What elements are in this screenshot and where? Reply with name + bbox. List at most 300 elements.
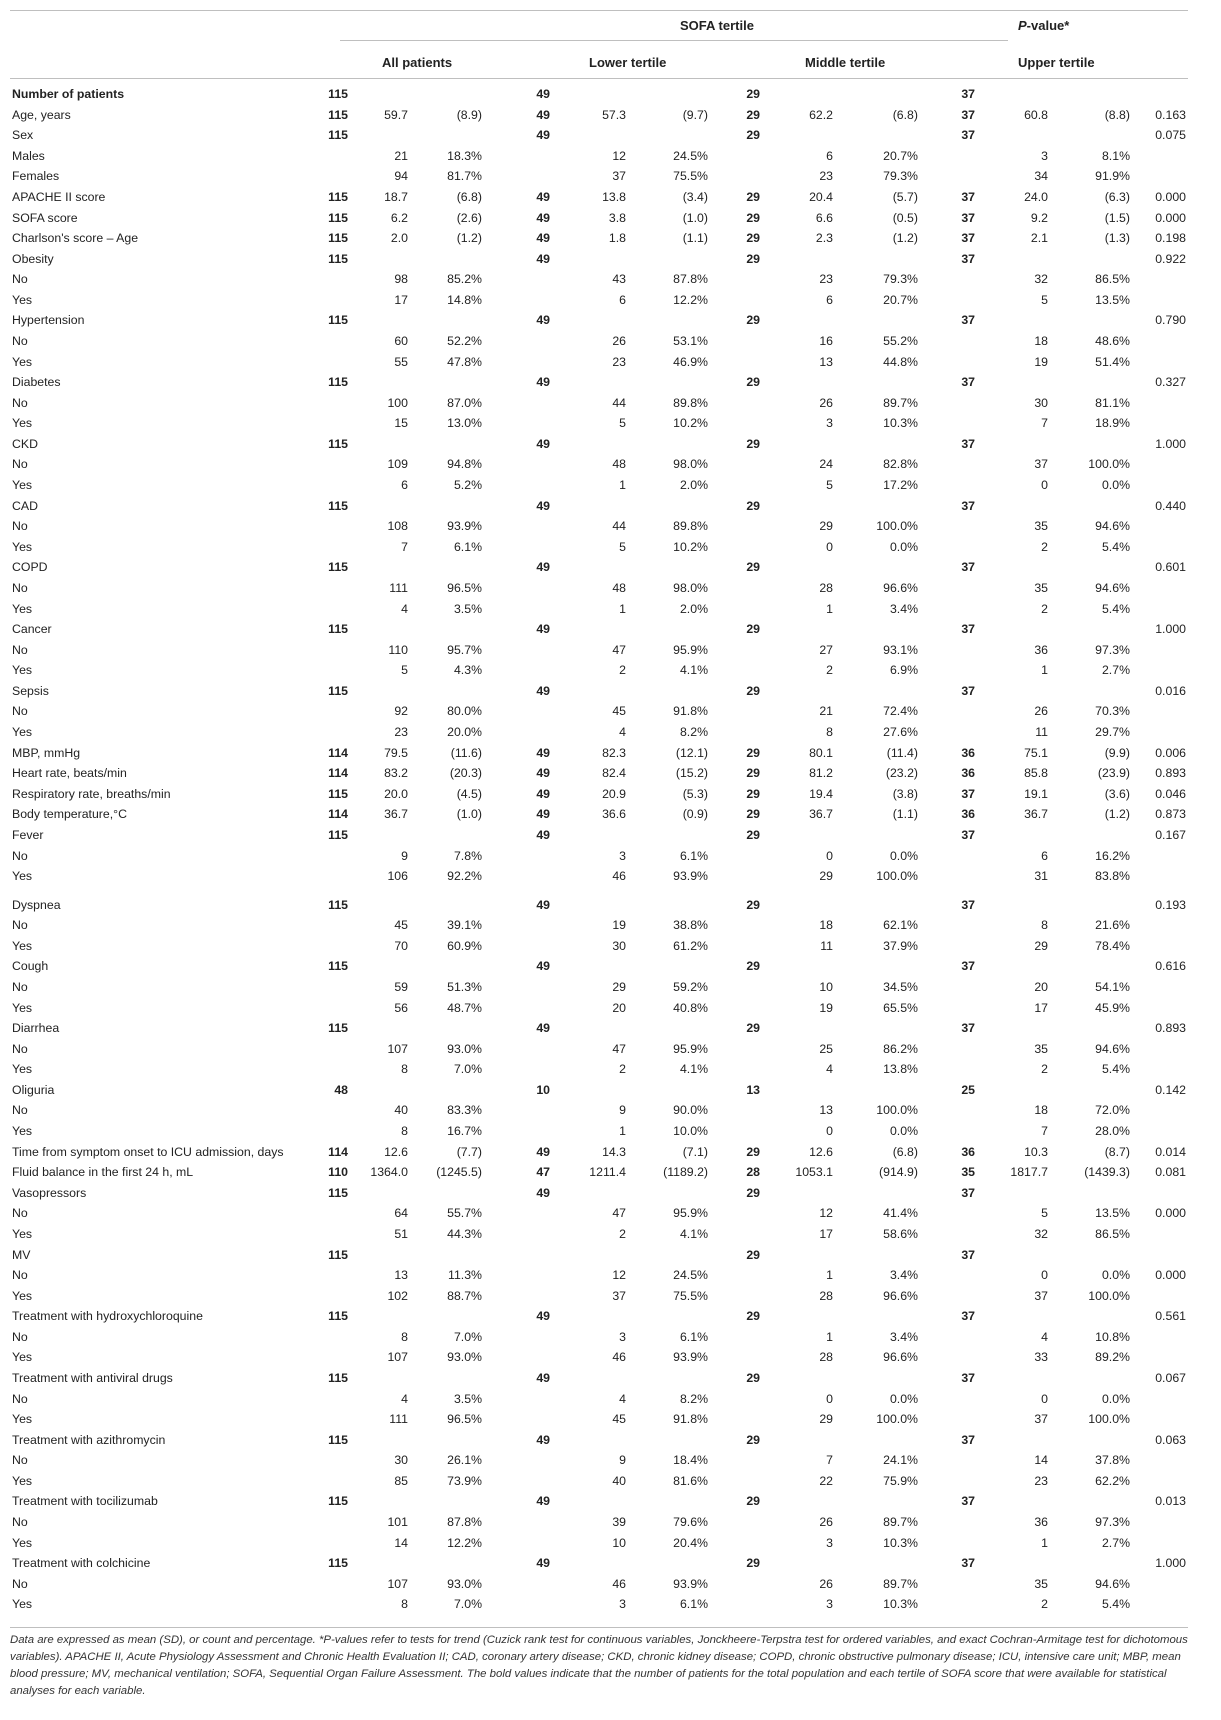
- table-cell: 37.9%: [883, 938, 918, 953]
- table-cell: 115: [328, 210, 348, 225]
- table-cell: 115: [328, 107, 348, 122]
- table-cell: 16.7%: [447, 1124, 482, 1138]
- table-cell: 111: [389, 580, 408, 595]
- table-cell: 0.893: [1155, 766, 1186, 781]
- table-cell: 79.3%: [883, 169, 918, 184]
- table-cell: 0: [1041, 1391, 1048, 1406]
- table-cell: 36: [961, 1144, 975, 1159]
- table-cell: 115: [328, 1185, 348, 1200]
- row-label: Age, years: [12, 107, 71, 122]
- table-cell: 5.4%: [1101, 601, 1130, 616]
- table-cell: 115: [328, 251, 348, 266]
- table-cell: 37: [961, 107, 975, 122]
- table-cell: (1439.3): [1084, 1165, 1130, 1180]
- table-cell: 6.2: [390, 210, 408, 225]
- table-cell: 3.5%: [453, 601, 482, 616]
- table-cell: 27: [819, 642, 833, 657]
- table-cell: 2: [619, 1062, 626, 1077]
- table-cell: 44: [612, 519, 626, 534]
- row-label: Yes: [12, 354, 33, 369]
- table-cell: 16.2%: [1095, 848, 1130, 863]
- table-cell: 29: [746, 313, 760, 328]
- table-cell: 6: [826, 148, 833, 163]
- table-cell: 33: [1034, 1350, 1048, 1365]
- table-cell: 35: [1034, 519, 1048, 534]
- table-cell: 37: [961, 897, 975, 912]
- table-cell: 1: [619, 601, 626, 616]
- table-cell: 82.8%: [883, 457, 918, 472]
- table-row: [0, 1039, 1221, 1060]
- table-cell: 94.6%: [1095, 1576, 1130, 1591]
- row-label: Yes: [12, 292, 33, 307]
- table-cell: 19: [1034, 354, 1048, 369]
- table-row: [0, 681, 1221, 702]
- table-cell: 49: [536, 231, 550, 246]
- table-cell: 53.1%: [673, 334, 708, 348]
- table-row: [0, 640, 1221, 661]
- table-cell: 0: [826, 848, 833, 863]
- table-cell: 108: [387, 519, 408, 534]
- table-cell: 100.0%: [876, 519, 918, 534]
- table-cell: (1.2): [892, 231, 918, 246]
- row-label: SOFA score: [12, 210, 78, 225]
- table-cell: 89.8%: [673, 519, 708, 534]
- table-cell: 31: [1034, 869, 1048, 883]
- table-cell: 47: [612, 1206, 626, 1221]
- table-cell: 46: [612, 1350, 626, 1365]
- table-cell: 3.4%: [889, 1268, 918, 1283]
- table-cell: 24: [819, 457, 833, 472]
- table-row: [0, 804, 1221, 825]
- table-cell: 7.8%: [453, 848, 482, 863]
- table-cell: 0.016: [1155, 683, 1186, 698]
- table-cell: 115: [328, 231, 348, 246]
- table-cell: 2: [1041, 601, 1048, 616]
- table-cell: 28: [819, 580, 833, 595]
- table-cell: 0.0%: [889, 848, 918, 863]
- table-cell: 49: [536, 210, 550, 225]
- table-row: [0, 187, 1221, 208]
- table-cell: 29: [746, 231, 760, 246]
- table-cell: 29: [746, 622, 760, 637]
- table-cell: 65.5%: [883, 1000, 918, 1015]
- table-cell: 20: [612, 1000, 626, 1015]
- table-row: [0, 1347, 1221, 1368]
- table-cell: 19: [819, 1000, 833, 1015]
- table-cell: 9: [619, 1453, 626, 1468]
- table-cell: 10: [819, 979, 833, 994]
- table-cell: 29: [1034, 938, 1048, 953]
- table-cell: 26: [1034, 704, 1048, 719]
- table-cell: 29: [819, 869, 833, 883]
- table-cell: 37: [961, 959, 975, 974]
- table-cell: 115: [328, 897, 348, 912]
- table-cell: (0.5): [892, 210, 918, 225]
- table-cell: 29: [746, 1144, 760, 1159]
- table-row: [0, 784, 1221, 805]
- row-label: No: [12, 1041, 28, 1056]
- table-cell: 6: [826, 292, 833, 307]
- table-cell: 2: [1041, 1597, 1048, 1612]
- row-label: No: [12, 1391, 28, 1406]
- table-cell: 0.067: [1155, 1371, 1186, 1385]
- table-cell: 3: [826, 1597, 833, 1612]
- table-cell: 0: [1041, 478, 1048, 492]
- table-cell: 49: [536, 107, 550, 122]
- table-cell: 10.2%: [673, 539, 708, 554]
- table-cell: 1.000: [1155, 436, 1186, 451]
- row-label: No: [12, 1103, 28, 1118]
- table-cell: 94: [394, 169, 408, 184]
- table-row: [0, 496, 1221, 517]
- table-row: [0, 1286, 1221, 1307]
- table-cell: (12.1): [675, 745, 708, 760]
- table-cell: 0.000: [1155, 189, 1186, 204]
- row-label: Cough: [12, 959, 49, 974]
- table-cell: 36.7: [384, 807, 408, 822]
- table-cell: 75.5%: [673, 1288, 708, 1303]
- row-label: MBP, mmHg: [12, 745, 81, 760]
- table-cell: 93.9%: [673, 1350, 708, 1365]
- table-cell: 86.5%: [1095, 272, 1130, 287]
- table-row: [0, 372, 1221, 393]
- table-cell: (2.6): [456, 210, 482, 225]
- table-row: [0, 915, 1221, 936]
- table-cell: 29.7%: [1095, 725, 1130, 739]
- table-cell: 11: [1035, 725, 1048, 739]
- table-cell: 60.9%: [447, 938, 482, 953]
- table-cell: 28: [746, 1165, 760, 1180]
- table-cell: (8.7): [1104, 1144, 1130, 1159]
- table-cell: 8: [826, 725, 833, 739]
- table-cell: 115: [328, 1432, 348, 1447]
- table-cell: 49: [536, 766, 550, 781]
- table-cell: 23: [819, 169, 833, 184]
- table-cell: 14.3: [602, 1144, 626, 1159]
- table-cell: 29: [746, 1494, 760, 1509]
- table-cell: 37.8%: [1095, 1453, 1130, 1468]
- table-cell: 32: [1034, 1226, 1048, 1241]
- table-cell: 34: [1034, 169, 1048, 184]
- table-cell: 6.1%: [679, 1597, 708, 1612]
- table-cell: 18.9%: [1095, 416, 1130, 431]
- header-middle-tertile: Middle tertile: [805, 55, 886, 70]
- table-cell: 19.1: [1024, 786, 1048, 801]
- table-cell: 0.046: [1155, 786, 1186, 801]
- table-cell: 82.4: [602, 766, 626, 781]
- table-cell: 29: [746, 375, 760, 390]
- table-cell: 7.0%: [453, 1062, 482, 1077]
- table-cell: 0.440: [1155, 498, 1186, 513]
- table-cell: 0.163: [1155, 107, 1186, 122]
- table-row: [0, 166, 1221, 187]
- table-cell: 49: [536, 807, 550, 822]
- table-cell: 72.0%: [1095, 1103, 1130, 1118]
- table-row: [0, 701, 1221, 722]
- table-cell: 95.9%: [673, 1041, 708, 1056]
- table-cell: 7.0%: [453, 1329, 482, 1344]
- table-cell: 115: [328, 1247, 348, 1262]
- table-cell: 0.000: [1155, 1206, 1186, 1221]
- table-cell: 7: [1041, 1124, 1048, 1138]
- table-cell: (23.2): [885, 766, 918, 781]
- table-cell: 29: [746, 766, 760, 781]
- table-cell: 25: [961, 1082, 975, 1097]
- table-cell: 49: [536, 1556, 550, 1571]
- table-cell: (9.7): [682, 107, 708, 122]
- table-cell: 29: [746, 189, 760, 204]
- table-cell: 13.8: [602, 189, 626, 204]
- table-cell: (1.0): [456, 807, 482, 822]
- table-cell: 37: [961, 1556, 975, 1571]
- table-cell: 0.000: [1155, 1268, 1186, 1283]
- table-cell: 0.0%: [1101, 1268, 1130, 1283]
- table-cell: 0.0%: [1101, 478, 1130, 492]
- table-cell: 80.1: [809, 745, 833, 760]
- table-cell: 6.1%: [679, 848, 708, 863]
- table-cell: (6.8): [892, 1144, 918, 1159]
- table-cell: 109: [387, 457, 408, 472]
- table-cell: 37: [961, 683, 975, 698]
- table-cell: 39: [612, 1515, 626, 1529]
- table-row: [0, 936, 1221, 957]
- row-label: No: [12, 334, 28, 348]
- table-cell: 26: [612, 334, 626, 348]
- table-cell: 49: [536, 1185, 550, 1200]
- table-cell: 1: [619, 478, 626, 492]
- table-cell: 82.3: [602, 745, 626, 760]
- table-row: [0, 956, 1221, 977]
- table-cell: 37: [1034, 457, 1048, 472]
- table-cell: (1.1): [682, 231, 708, 246]
- table-cell: 45: [612, 704, 626, 719]
- table-cell: 37: [961, 1185, 975, 1200]
- table-cell: 0.616: [1155, 959, 1186, 974]
- row-label: Yes: [12, 601, 33, 616]
- table-row: [0, 977, 1221, 998]
- pvalue-rest: -value*: [1026, 18, 1070, 33]
- header-upper-tertile: Upper tertile: [1018, 55, 1095, 70]
- table-cell: 59: [394, 979, 408, 994]
- table-cell: 62.2%: [1095, 1473, 1130, 1488]
- table-cell: 93.0%: [447, 1041, 482, 1056]
- table-cell: 1211.4: [589, 1165, 626, 1180]
- table-cell: 1: [826, 1268, 833, 1283]
- table-cell: 0.006: [1155, 745, 1186, 760]
- table-cell: 49: [536, 827, 550, 842]
- table-cell: 51.4%: [1095, 354, 1130, 369]
- table-cell: 13.8%: [883, 1062, 918, 1077]
- pvalue-italic: P: [1018, 18, 1027, 33]
- row-label: No: [12, 1576, 28, 1591]
- table-cell: 4: [401, 1391, 408, 1406]
- table-cell: 93.0%: [447, 1350, 482, 1365]
- table-cell: 30: [394, 1453, 408, 1468]
- table-row: [0, 1018, 1221, 1039]
- table-row: [0, 722, 1221, 743]
- row-label: CKD: [12, 436, 38, 451]
- table-cell: 36.6: [602, 807, 626, 822]
- table-cell: 36: [1034, 1515, 1048, 1529]
- table-cell: 37: [961, 210, 975, 225]
- table-cell: 2.0%: [679, 601, 708, 616]
- table-cell: 64: [394, 1206, 408, 1221]
- table-cell: 95.9%: [673, 642, 708, 657]
- table-cell: 115: [328, 189, 348, 204]
- table-cell: 57.3: [602, 107, 626, 122]
- table-cell: 0.327: [1155, 375, 1186, 390]
- table-cell: 6: [401, 478, 408, 492]
- row-label: Yes: [12, 416, 33, 431]
- table-cell: 49: [536, 128, 550, 143]
- table-cell: 36.7: [1024, 807, 1048, 822]
- table-cell: 29: [746, 745, 760, 760]
- row-label: Heart rate, beats/min: [12, 766, 127, 781]
- table-cell: 115: [328, 498, 348, 513]
- table-cell: 37: [612, 1288, 626, 1303]
- table-row: [0, 1368, 1221, 1389]
- table-cell: 52.2%: [447, 334, 482, 348]
- table-cell: 90.0%: [673, 1103, 708, 1118]
- table-cell: 7: [826, 1453, 833, 1468]
- table-row: [0, 434, 1221, 455]
- table-cell: 100.0%: [876, 1412, 918, 1427]
- table-cell: 60.8: [1024, 107, 1048, 122]
- table-cell: 95.7%: [447, 642, 482, 657]
- table-cell: 45: [612, 1412, 626, 1427]
- table-row: [0, 352, 1221, 373]
- table-cell: 37: [961, 87, 975, 101]
- row-label: No: [12, 580, 28, 595]
- table-cell: 24.5%: [673, 1268, 708, 1283]
- table-cell: 29: [612, 979, 626, 994]
- table-cell: 2.0%: [679, 478, 708, 492]
- table-row: [0, 1430, 1221, 1451]
- table-cell: 79.6%: [673, 1515, 708, 1529]
- table-cell: 100.0%: [1088, 457, 1130, 472]
- table-cell: (5.3): [682, 786, 708, 801]
- table-cell: 0.013: [1155, 1494, 1186, 1509]
- table-cell: 35: [961, 1165, 975, 1180]
- table-cell: 49: [536, 1144, 550, 1159]
- row-label: Yes: [12, 539, 33, 554]
- row-label: Yes: [12, 1288, 33, 1303]
- table-cell: 49: [536, 498, 550, 513]
- table-cell: 92: [394, 704, 408, 719]
- table-cell: 7.0%: [453, 1597, 482, 1612]
- table-cell: 2: [1041, 539, 1048, 554]
- table-cell: 8.2%: [679, 1391, 708, 1406]
- table-cell: 55.7%: [447, 1206, 482, 1221]
- row-label: Yes: [12, 1350, 33, 1365]
- table-cell: 115: [328, 560, 348, 575]
- rule-bottom: [10, 1627, 1188, 1628]
- table-cell: 107: [387, 1350, 408, 1365]
- table-cell: 47: [612, 642, 626, 657]
- table-row: [0, 228, 1221, 249]
- table-row: [0, 290, 1221, 311]
- table-row: [0, 846, 1221, 867]
- table-row: [0, 537, 1221, 558]
- table-cell: 18.4%: [673, 1453, 708, 1468]
- table-cell: 29: [746, 1185, 760, 1200]
- table-row: [0, 249, 1221, 270]
- table-cell: 115: [328, 313, 348, 328]
- row-label: No: [12, 642, 28, 657]
- table-cell: 26.1%: [447, 1453, 482, 1468]
- row-label: APACHE II score: [12, 189, 106, 204]
- table-cell: 3: [619, 1329, 626, 1344]
- table-cell: 26: [819, 1576, 833, 1591]
- table-cell: (1189.2): [663, 1165, 708, 1180]
- table-row: [0, 743, 1221, 764]
- table-cell: (5.7): [892, 189, 918, 204]
- row-label: No: [12, 395, 28, 410]
- table-cell: 1: [1041, 663, 1048, 678]
- table-row: [0, 557, 1221, 578]
- table-cell: 93.9%: [673, 869, 708, 883]
- table-cell: 40: [394, 1103, 408, 1118]
- table-cell: 46: [612, 869, 626, 883]
- table-cell: 13.0%: [447, 416, 482, 431]
- row-label: Charlson's score – Age: [12, 231, 139, 246]
- table-cell: 32: [1034, 272, 1048, 287]
- table-cell: 80.0%: [447, 704, 482, 719]
- table-cell: 107: [387, 1041, 408, 1056]
- table-cell: 83.8%: [1095, 869, 1130, 883]
- table-cell: 36.7: [809, 807, 833, 822]
- table-cell: 23: [819, 272, 833, 287]
- table-cell: (6.8): [456, 189, 482, 204]
- table-cell: 27.6%: [883, 725, 918, 739]
- table-cell: 19.4: [809, 786, 833, 801]
- table-cell: 36: [961, 745, 975, 760]
- table-cell: 2.0: [390, 231, 408, 246]
- table-cell: 14.8%: [447, 292, 482, 307]
- table-cell: 89.2%: [1095, 1350, 1130, 1365]
- table-cell: 5.4%: [1101, 1597, 1130, 1612]
- table-cell: 1817.7: [1010, 1165, 1048, 1180]
- table-cell: 23: [1034, 1473, 1048, 1488]
- table-cell: 37: [961, 560, 975, 575]
- table-cell: 29: [746, 807, 760, 822]
- table-row: [0, 825, 1221, 846]
- table-cell: 41.4%: [883, 1206, 918, 1221]
- table-cell: 96.5%: [447, 1412, 482, 1427]
- row-label: Yes: [12, 1226, 33, 1241]
- table-cell: 0.198: [1155, 231, 1186, 246]
- row-label: CAD: [12, 498, 38, 513]
- table-cell: 48: [612, 580, 626, 595]
- table-cell: 29: [819, 519, 833, 534]
- table-cell: 13: [394, 1268, 408, 1283]
- table-cell: (23.9): [1097, 766, 1130, 781]
- table-cell: (6.8): [892, 107, 918, 122]
- table-cell: 49: [536, 683, 550, 698]
- table-cell: (8.8): [1104, 107, 1130, 122]
- table-cell: 4: [619, 1391, 626, 1406]
- table-cell: 79.5: [384, 745, 408, 760]
- table-cell: (914.9): [879, 1165, 918, 1180]
- table-row: [0, 1121, 1221, 1142]
- table-cell: 29: [746, 436, 760, 451]
- table-cell: 37: [1034, 1288, 1048, 1303]
- table-cell: 73.9%: [447, 1473, 482, 1488]
- table-cell: 114: [328, 807, 348, 822]
- table-cell: 83.2: [384, 766, 408, 781]
- table-cell: 0.0%: [889, 1124, 918, 1138]
- row-label: Treatment with colchicine: [12, 1556, 151, 1571]
